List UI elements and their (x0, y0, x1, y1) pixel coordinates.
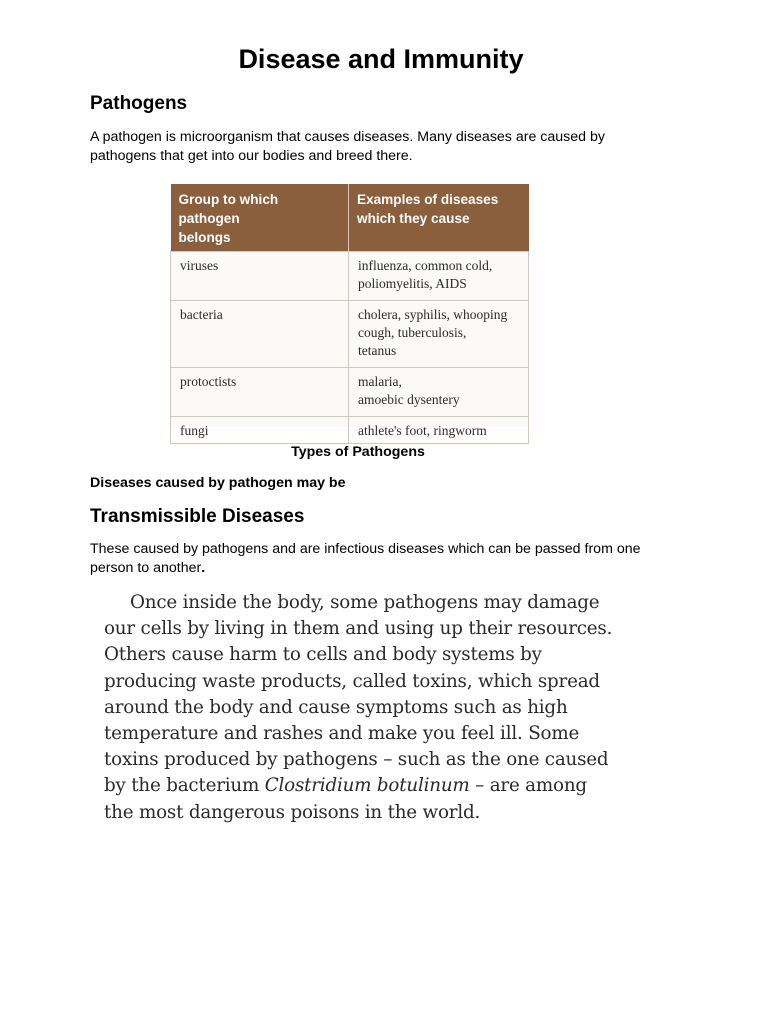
excerpt-line: temperature and rashes and make you feel ill. Some (104, 723, 580, 745)
cell-text: tetanus (358, 343, 397, 358)
cell-text: poliomyelitis, AIDS (358, 276, 467, 291)
table-row (171, 301, 529, 368)
table-header-group (171, 184, 349, 252)
header-text: belongs (178, 230, 231, 245)
header-text: which they cause (357, 211, 470, 226)
table-header-examples (349, 184, 529, 252)
excerpt-line: our cells by living in them and using up their resources. (104, 618, 613, 640)
table-cell-examples (349, 252, 529, 301)
cell-text: malaria, (358, 374, 402, 389)
cell-text: athlete's foot, ringworm (358, 423, 487, 438)
section-heading-pathogens: Pathogens (90, 93, 188, 114)
diseases-caused-line: Diseases caused by pathogen may be (90, 475, 346, 491)
table-row (171, 368, 529, 417)
book-excerpt-image (104, 590, 684, 826)
cell-text: cholera, syphilis, whooping (358, 307, 508, 322)
excerpt-text: by the bacterium (104, 775, 265, 797)
table-cell-examples (349, 417, 529, 444)
cell-text: cough, tuberculosis, (358, 325, 467, 340)
excerpt-line: the most dangerous poisons in the world. (104, 801, 481, 823)
table-cell-group: bacteria (171, 301, 349, 368)
excerpt-line: Others cause harm to cells and body systems by (104, 644, 542, 666)
cell-text: influenza, common cold, (358, 258, 493, 273)
pathogens-intro-line: pathogens that get into our bodies and breed there. (90, 148, 413, 164)
header-text: Group to which pathogen (178, 192, 279, 226)
table-row (171, 252, 529, 301)
page-title: Disease and Immunity (238, 44, 524, 74)
pathogen-table-image (170, 184, 528, 438)
table-row (171, 417, 529, 444)
table-cell-group: fungi (171, 417, 349, 444)
table-caption: Types of Pathogens (291, 444, 425, 460)
pathogens-intro-line: A pathogen is microorganism that causes diseases. Many diseases are caused by (90, 129, 605, 145)
table-cell-group: viruses (171, 252, 349, 301)
transmissible-intro-period: . (201, 560, 206, 576)
excerpt-italic-species: Clostridium botulinum (264, 775, 470, 797)
transmissible-intro-line: person to another (90, 560, 202, 576)
table-cell-examples (349, 368, 529, 417)
section-heading-transmissible: Transmissible Diseases (90, 506, 305, 527)
table-cell-examples (349, 301, 529, 368)
pathogens-intro-paragraph (90, 128, 690, 166)
transmissible-intro-line: These caused by pathogens and are infectious diseases which can be passed from one (90, 541, 641, 557)
transmissible-intro-paragraph (90, 540, 690, 578)
table-cell-group: protoctists (171, 368, 349, 417)
header-text: Examples of diseases (357, 192, 499, 207)
cell-text: amoebic dysentery (358, 392, 460, 407)
excerpt-line: around the body and cause symptoms such as high (104, 696, 568, 718)
table-header-row (171, 184, 529, 252)
excerpt-line: Once inside the body, some pathogens may damage (130, 592, 600, 613)
excerpt-line: toxins produced by pathogens – such as the one caused (104, 749, 609, 771)
excerpt-line: producing waste products, called toxins, which spread (104, 670, 600, 692)
pathogen-table (170, 184, 529, 444)
excerpt-line (104, 773, 684, 799)
excerpt-text: – are among (469, 775, 587, 797)
